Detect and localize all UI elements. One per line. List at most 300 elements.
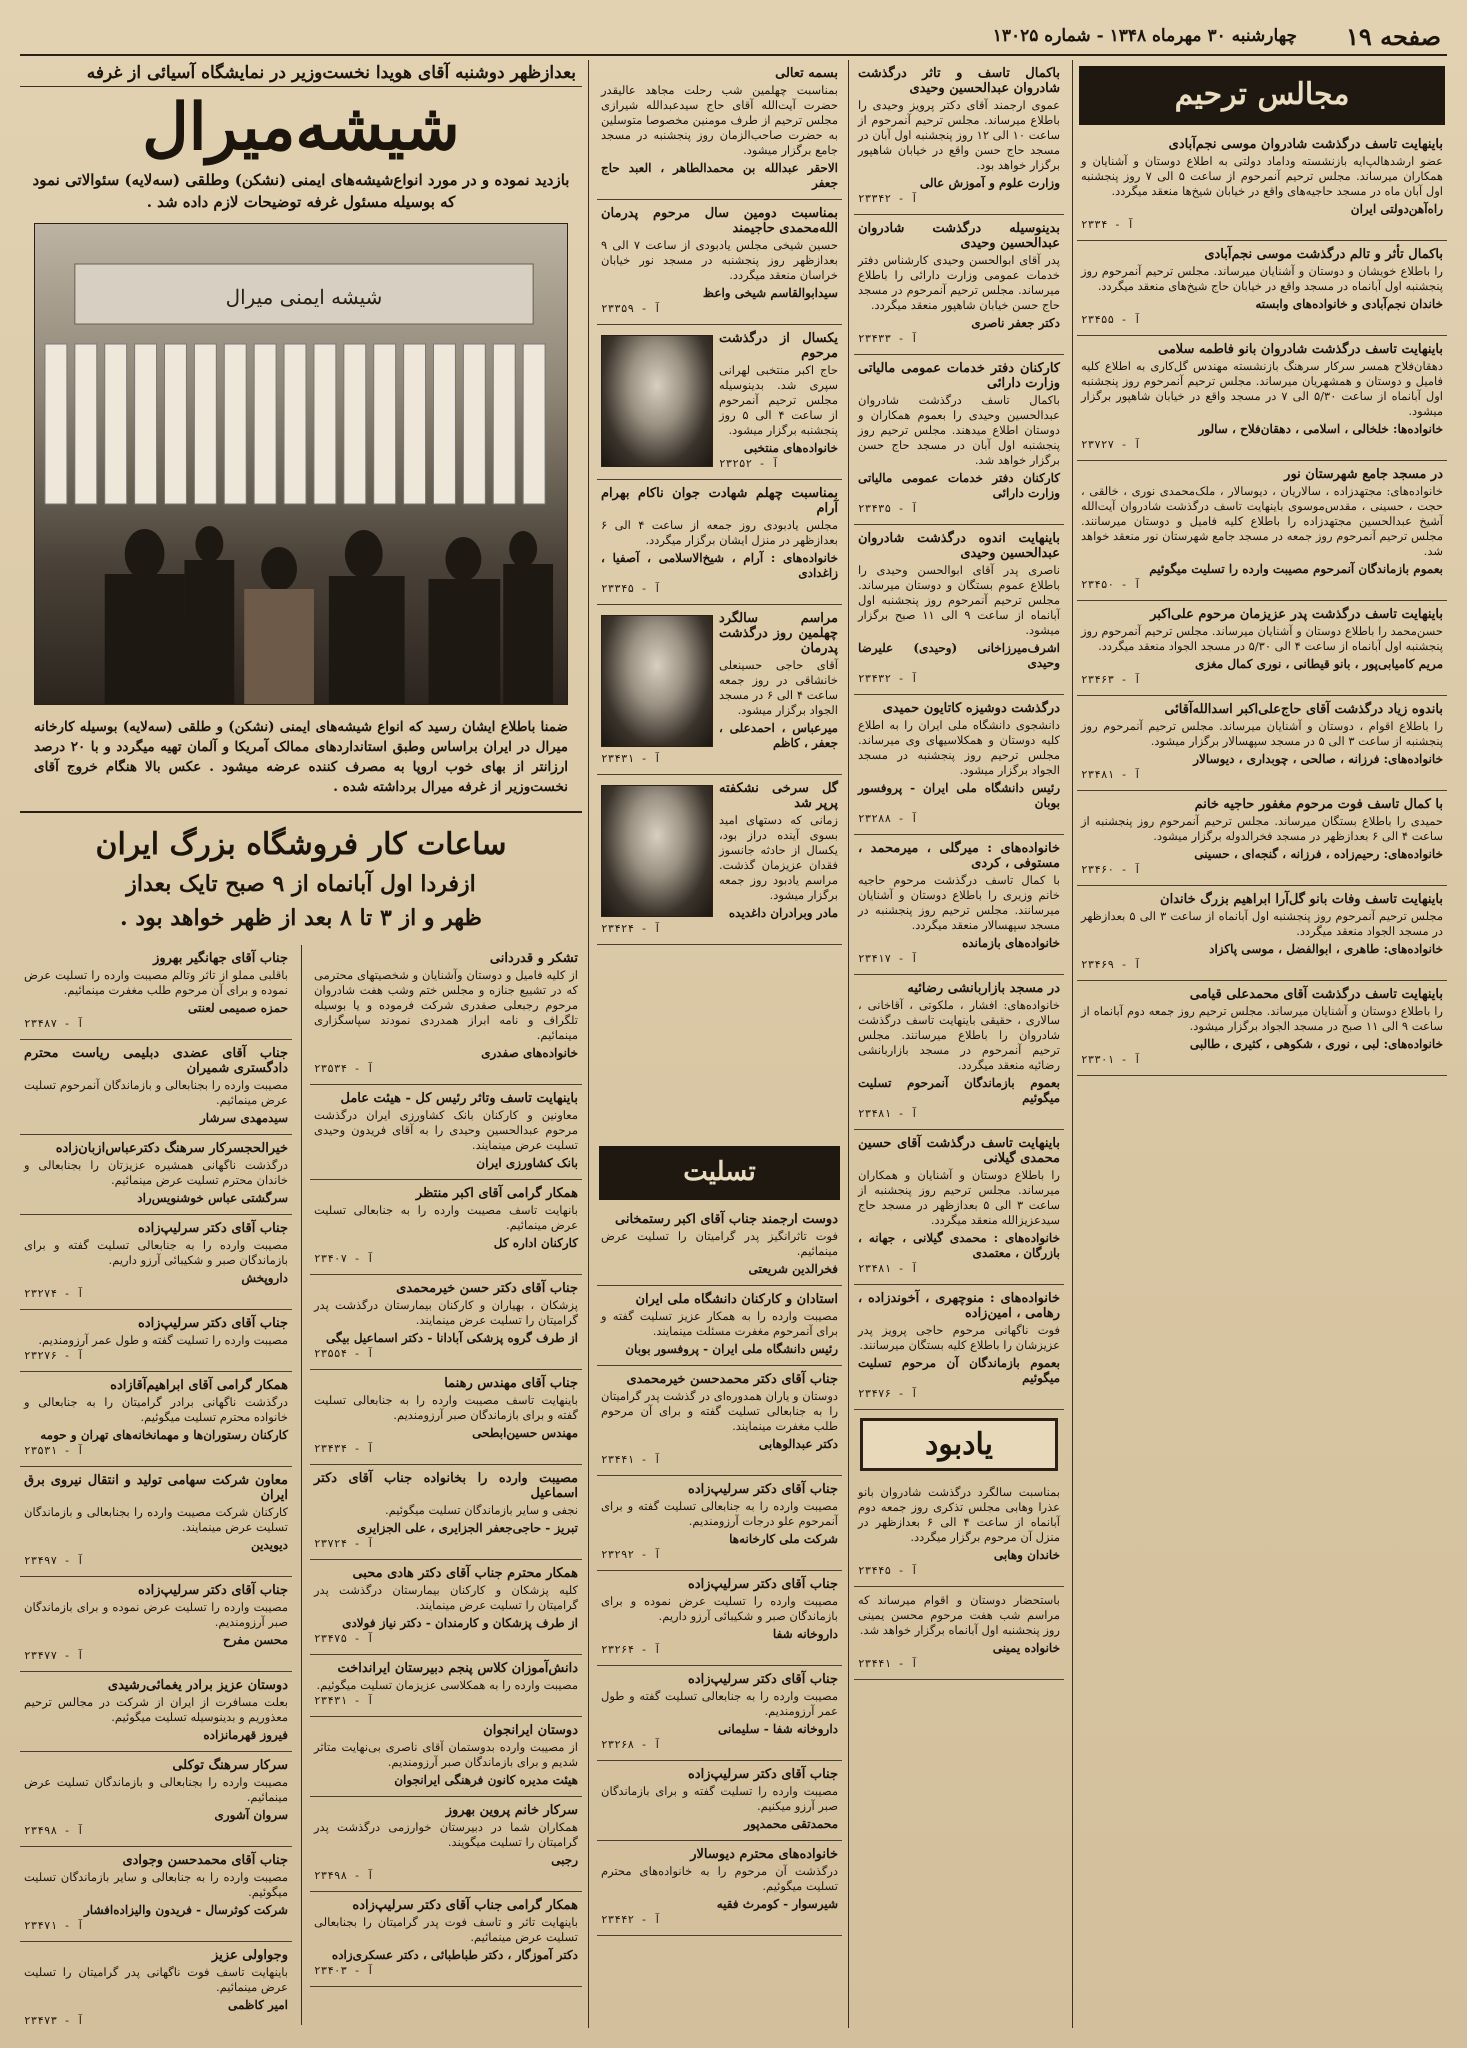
notice-signature: هیئت مدیره کانون فرهنگی ایرانجوان (394, 1773, 578, 1787)
hours-line: ازفردا اول آبانماه از ۹ صبح تایک بعداز (126, 871, 476, 897)
notice-body: مجلس ترحیم آنمرحوم روز پنجشنبه اول آبانماه از ساعت ۳ الی ۵ بعدازظهر در مسجد الجواد منعقد میگردد. (1081, 909, 1443, 938)
notice-heading: دانش‌آموزان کلاس پنجم دبیرستان ایرانداخت (337, 1661, 578, 1676)
notice-heading: دوست ارجمند جناب آقای اکبر رستمخانی (615, 1212, 838, 1227)
notice-code: ۲۳۴۷۷ - آ (24, 1649, 84, 1662)
notice (1077, 336, 1447, 461)
notice-body: درگذشت ناگهانی همشیره عزیزتان را بجنابعالی و خاندان محترم تسلیت عرض مینمائیم. (24, 1158, 288, 1187)
notice-heading: همکار گرامی آقای ابراهیم‌آقازاده (110, 1378, 288, 1393)
notice-heading: همکار محترم جناب آقای دکتر هادی محبی (352, 1566, 578, 1581)
notice-heading: باینهایت تاسف درگذشت پدر عزیزمان مرحوم علی‌اکبر (1150, 607, 1443, 622)
notice-body: زمانی که دستهای امید بسوی آینده دراز بود، یکسال از حادثه جانسوز فقدان عزیزمان گذشت. مراسم یادبود روز جمعه برگزار میشود. (719, 813, 838, 902)
notice-signature: رئیس دانشگاه ملی ایران - پروفسور بوبان (625, 1342, 838, 1356)
notice (854, 695, 1064, 835)
column-notices-3 (597, 60, 842, 1130)
notice (597, 605, 842, 775)
notice-signature: داروخانه شفا (772, 1627, 838, 1641)
notice (1077, 461, 1447, 601)
story-headline: بعدازظهر دوشنبه آقای هویدا نخست‌وزیر در نمایشگاه آسیائی از غرفه (20, 60, 582, 87)
hours-line (30, 935, 572, 940)
notice-signature: دکتر عبدالوهابی (758, 1437, 838, 1451)
notice-heading: سرکار خانم پروین بهروز (445, 1803, 578, 1818)
notice-signature: خانواده‌های : آرام ، شیخ‌الاسلامی ، آصفیا ، زاغدادی (601, 551, 838, 580)
notice (854, 1587, 1064, 1680)
notice-code: ۲۳۲۶۸ - آ (601, 1738, 661, 1751)
notice-signature: خانواده‌های: رحیم‌زاده ، فرزانه ، گنجه‌ای ، حسینی (1194, 847, 1443, 861)
notice-heading: سرکار سرهنگ توکلی (172, 1758, 288, 1773)
notice-body: مصیبت وارده را به جنابعالی تسلیت گفته و طول عمر آرزومندیم. (601, 1689, 838, 1718)
notice-body: مصیبت وارده را به همکلاسی عزیزمان تسلیت میگوئیم. (316, 1678, 578, 1692)
notice-body: پدر آقای ابوالحسن وحیدی کارشناس دفتر خدمات عمومی وزارت دارائی را باطلاع میرساند. مجلس ترحیم آنمرحوم در مسجد حاج حسن خیابان شاهپور منعقد میگردد. (858, 253, 1060, 312)
notice-heading: جناب آقای دکتر سرلیپ‌زاده (688, 1577, 838, 1592)
section-banner-yadbood: یادبود (860, 1418, 1058, 1471)
notice-signature: شیرسوار - کومرث فقیه (716, 1897, 838, 1911)
notice-body: باینهایت تاثر و تاسف فوت پدر گرامیتان را بجنابعالی تسلیت عرض مینمائیم. (314, 1915, 578, 1944)
notice-code: ۲۳۲۷۴ - آ (24, 1287, 84, 1300)
notice (310, 945, 582, 1085)
notice-signature: خاندان نجم‌آبادی و خانواده‌های وابسته (1255, 297, 1443, 311)
notice-body: باینهایت تاسف فوت ناگهانی پدر گرامیتان را تسلیت عرض مینمائیم. (24, 1965, 288, 1994)
notice (597, 1841, 842, 1936)
notice-code: ۲۳۴۹۸ - آ (24, 1824, 84, 1837)
notice-signature: شرکت کوثرسال - فریدون والیزاده‌افشار (84, 1903, 288, 1917)
notice (854, 1130, 1064, 1285)
notice-list (1077, 131, 1447, 1076)
notice (597, 60, 842, 200)
notice-signature: بعموم بازماندگان آنمرحوم مصیبت وارده را تسلیت میگوئیم (1149, 562, 1443, 576)
notice-body: بمناسبت سالگرد درگذشت شادروان بانو عذرا وهابی مجلس تذکری روز جمعه دوم آبانماه از ساعت ۴ الی ۶ بعدازظهر در منزل آن مرحوم برگزار میگردد. (858, 1485, 1060, 1544)
notice (597, 1666, 842, 1761)
notice-body: مصیبت وارده را به جنابعالی تسلیت گفته و برای بازماندگان صبر و شکیبائی آرزو داریم. (24, 1238, 288, 1267)
notice-heading: جناب آقای دکتر سرلیپ‌زاده (688, 1672, 838, 1687)
notice (310, 1560, 582, 1655)
notice-code: ۲۳۷۲۴ - آ (314, 1537, 374, 1550)
notice-heading: تشکر و قدردانی (489, 951, 578, 966)
notice-code: ۲۳۴۲۴ - آ (601, 922, 661, 935)
notice-heading: دوستان ایرانجوان (483, 1723, 578, 1738)
notice (20, 1577, 292, 1672)
notice-heading: باندوه زیاد درگذشت آقای حاج‌علی‌اکبر اسدالله‌آقائی (1164, 702, 1443, 717)
notice (20, 1040, 292, 1135)
notice-signature: داروخانه شفا - سلیمانی (718, 1722, 838, 1736)
story-subtitle: بازدید نموده و در مورد انواع‌شیشه‌های ایمنی (نشکن) وطلقی (سه‌لایه) سئوالاتی نمود که بوسیله مسئول غرفه توضیحات لازم داده شد . (32, 171, 570, 211)
notice-heading: خانواده‌های : منوچهری ، آخوندزاده ، رهامی ، امین‌زاده (858, 1291, 1060, 1321)
notice-code: ۲۳۴۳۴ - آ (314, 1442, 374, 1455)
notice-heading: بمناسبت دومین سال مرحوم پدرمان الله‌محمدی حاجیمند (601, 206, 838, 236)
notice (1077, 131, 1447, 241)
notice (310, 1655, 582, 1717)
notice-body: فوت تاثرانگیز پدر گرامیتان را تسلیت عرض مینمائیم. (601, 1229, 838, 1258)
notice-code: ۲۳۳۴۵ - آ (601, 582, 661, 595)
notice-signature: اشرف‌میرزاخانی (وحیدی) علیرضا وحیدی (858, 641, 1060, 670)
notice-heading: باینهایت تاسف وفات بانو گل‌آرا ابراهیم بزرگ خاندان (1160, 892, 1443, 907)
notice (1077, 241, 1447, 336)
notice-body: درگذشت ناگهانی برادر گرامیتان را به جنابعالی و خانواده محترم تسلیت میگوئیم. (24, 1395, 288, 1424)
portrait-photo (601, 615, 713, 747)
notice (1077, 601, 1447, 696)
notice-body: مجلس یادبودی روز جمعه از ساعت ۴ الی ۶ بعدازظهر در منزل ایشان برگزار میگردد. (601, 518, 838, 547)
notice (20, 1672, 292, 1752)
notice-signature: میرعباس ، احمدعلی ، جعفر ، کاظم (719, 721, 838, 750)
notice-signature: خانواده‌های صفدری (481, 1046, 578, 1060)
notice-code: ۲۳۴۸۱ - آ (1081, 768, 1141, 781)
notice (597, 1571, 842, 1666)
notice-signature: بعموم بازماندگان آن مرحوم تسلیت میگوئیم (858, 1356, 1060, 1385)
notice-code: ۲۳۴۳۲ - آ (858, 672, 918, 685)
notice-code: ۲۳۴۹۸ - آ (314, 1869, 374, 1882)
notice-heading: باینهایت تاسف درگذشت شادروان بانو فاطمه سلامی (1157, 342, 1443, 357)
notice (310, 1892, 582, 1987)
notice-signature: کارکنان دفتر خدمات عمومی مالیاتی وزارت دارائی (858, 471, 1060, 500)
notice-body: حسین شیخی مجلس یادبودی از ساعت ۷ الی ۹ بعدازظهر روز پنجشنبه در مسجد نور خیابان خراسان منعقد میگردد. (601, 238, 838, 282)
notice (310, 1370, 582, 1465)
notice-heading: همکار گرامی جناب آقای دکتر سرلیپ‌زاده (352, 1898, 578, 1913)
column-tasliyat (597, 1140, 842, 2025)
store-hours-ad (20, 811, 582, 940)
notice (310, 1797, 582, 1892)
notice-code: ۲۳۲۶۴ - آ (601, 1643, 661, 1656)
notice-signature: تبریز - حاجی‌جعفر الجزایری ، علی الجزایری (356, 1521, 578, 1535)
notice-code: ۲۳۴۱۷ - آ (858, 952, 918, 965)
notice-list (854, 60, 1064, 1410)
notice-heading: مراسم سالگرد چهلمین روز درگذشت پدرمان (719, 611, 838, 656)
notice-signature: دکتر جعفر ناصری (971, 316, 1060, 330)
notice-list (597, 1206, 842, 1936)
notice-heading: مصیبت وارده را بخانواده جناب آقای دکتر اسماعیل (314, 1471, 578, 1501)
notice-body: باستحضار دوستان و اقوام میرساند که مراسم شب هفت مرحوم محسن یمینی روز پنجشنبه اول آبانماه برگزار خواهد شد. (858, 1593, 1060, 1637)
notice-code: ۲۳۲۹۲ - آ (601, 1548, 661, 1561)
column-condolences (20, 945, 582, 2025)
notice-signature: مادر وبرادران داغدیده (728, 906, 838, 920)
notice-code: ۲۳۴۸۷ - آ (24, 1017, 84, 1030)
notice-body: بعلت مسافرت از ایران از شرکت در مجالس ترحیم معذوریم و بدینوسیله تسلیت میگوئیم. (24, 1695, 288, 1724)
notice (854, 1285, 1064, 1410)
notice-code: ۲۳۴۸۱ - آ (858, 1262, 918, 1275)
notice-body: مصیبت وارده را به جنابعالی و سایر بازماندگان تسلیت میگوئیم. (24, 1870, 288, 1899)
column-rule (848, 60, 849, 2028)
notice-body: دانشجوی دانشگاه ملی ایران را به اطلاع کلیه دوستان و همکلاسیهای وی میرساند. مجلس ترحیم روز پنجشنبه در مسجد الجواد برگزار میشود. (858, 718, 1060, 777)
notice-heading: جناب آقای دکتر سرلیپ‌زاده (688, 1767, 838, 1782)
notice-signature: از طرف پزشکان و کارمندان - دکتر نیاز فولادی (342, 1616, 578, 1630)
notice-heading: خانواده‌های محترم دیوسالار (690, 1847, 838, 1862)
hours-title: ساعات کار فروشگاه بزرگ ایران (95, 827, 507, 862)
notice-heading: باکمال تأثر و تالم درگذشت موسی نجم‌آبادی (1204, 247, 1443, 262)
column-obituaries (1077, 60, 1447, 2028)
notice-signature: فیروز قهرمانزاده (203, 1728, 288, 1742)
notice-body: عضو ارشدهالپ‌ایه بازنشسته وداماد دولتی به اطلاع دوستان و آشنایان و همکاران میرساند. مجلس ترحیم آنمرحوم از ساعت ۵ الی ۷ روز پنجشنبه اول آبان ماه در مسجد حاجیه‌های واقع در خیابان شیخ‌ها منعقد میگردد. (1081, 154, 1443, 198)
notice-signature: وزارت علوم و آموزش عالی (919, 176, 1060, 190)
notice-code: ۲۳۴۴۵ - آ (858, 1564, 918, 1577)
notice-body: مصیبت وارده را تسلیت گفته و برای بازماندگان صبر آرزو میکنیم. (601, 1784, 838, 1813)
portrait-photo (601, 335, 713, 467)
notice (597, 775, 842, 945)
notice-signature: مریم کامیابی‌پور ، بانو قیطانی ، نوری کمال مغزی (1194, 657, 1443, 671)
notice (1077, 981, 1447, 1076)
notice (20, 945, 292, 1040)
notice-code: ۲۳۴۶۹ - آ (1081, 958, 1141, 971)
notice-code: ۲۳۴۴۱ - آ (601, 1453, 661, 1466)
notice-body: بانهایت تاسف مصیبت وارده را به جنابعالی تسلیت عرض مینمائیم. (314, 1203, 578, 1232)
notice-body: خانواده‌های: افشار ، ملکوتی ، آقاخانی ، سالاری ، حقیقی باینهایت تاسف درگذشت شادروان را باطلاع میرسانند. مجلس ترحیم آنمرحوم در مسجد بازاربانشی رضائیه منعقد میگردد. (858, 998, 1060, 1072)
notice (597, 200, 842, 325)
notice-code: ۲۳۴۶۳ - آ (1081, 673, 1141, 686)
notice (1077, 886, 1447, 981)
notice (310, 1275, 582, 1370)
notice-body: از مصیبت وارده بدوستمان آقای ناصری بی‌نهایت متاثر شدیم و برای بازماندگان صبر آرزومندیم. (314, 1740, 578, 1769)
notice-signature: از طرف گروه پزشکی آبادانا - دکتر اسماعیل بیگی (326, 1331, 578, 1345)
notice-body: مصیبت وارده را تسلیت گفته و طول عمر آرزومندیم. (38, 1333, 288, 1347)
notice-code: ۲۳۴۵۰ - آ (1081, 578, 1141, 591)
notice-signature: خانواده‌ها: خلخالی ، اسلامی ، دهقان‌فلاح ، سالور (1198, 422, 1443, 436)
notice-body: همکاران شما در دبیرستان خوارزمی درگذشت پدر گرامیتان را تسلیت میگویند. (314, 1820, 578, 1849)
photo-illustration (35, 224, 567, 704)
notice-code: ۲۳۴۴۱ - آ (858, 1657, 918, 1670)
notice-body: باقلبی مملو از تاثر وتالم مصیبت وارده را تسلیت عرض نموده و برای آن مرحوم طلب مغفرت مینمائیم. (24, 968, 288, 997)
notice (20, 1310, 292, 1372)
notice-heading: باکمال تاسف و تاثر درگذشت شادروان عبدالحسین وحیدی (858, 66, 1060, 96)
notice-signature: خانواده‌های منتخبی (743, 441, 838, 455)
notice-signature: فخرالدین شریعتی (748, 1262, 838, 1276)
notice (597, 1366, 842, 1476)
notice-signature: راه‌آهن‌دولتی ایران (1350, 202, 1443, 216)
notice-code: ۲۳۵۳۴ - آ (314, 1062, 374, 1075)
notice (854, 525, 1064, 695)
notice-heading: باینهایت تاسف درگذشت آقای محمدعلی قیامی (1189, 987, 1443, 1002)
notice-code: ۲۳۴۸۱ - آ (858, 1107, 918, 1120)
notice-code: ۲۳۷۲۷ - آ (1081, 438, 1141, 451)
notice (597, 1476, 842, 1571)
notice-body: معاونین و کارکنان بانک کشاورزی ایران درگذشت مرحوم عبدالحسین وحیدی را به آقای فریدون وحیدی تسلیت عرض مینمایند. (314, 1108, 578, 1152)
notice-code: ۲۳۴۳۵ - آ (858, 502, 918, 515)
notice-heading: باینهایت اندوه درگذشت شادروان عبدالحسین وحیدی (858, 531, 1060, 561)
notice-code: ۲۳۴۷۶ - آ (858, 1387, 918, 1400)
notice-body: بمناسبت چهلمین شب رحلت مجاهد عالیقدر حضرت آیت‌الله آقای حاج سیدعبدالله شیرازی مجلس ترحیم از طرف مومنین مخصوصا متوسلین به حضرت صاحب‌الزمان روز پنجشنبه در مسجد جامع برگزار میشود. (601, 83, 838, 157)
notice-signature: خانواده‌های : محمدی گیلانی ، جهانه ، بازرگان ، معتمدی (858, 1231, 1060, 1260)
notice-code: ۲۳۴۷۳ - آ (24, 2014, 84, 2025)
notice-body: نجفی و سایر بازماندگان تسلیت میگوئیم. (384, 1503, 578, 1517)
notice-heading: بسمه تعالی (775, 66, 838, 81)
notice-heading: گل سرخی نشکفته پرپر شد (719, 781, 838, 811)
notice-code: ۲۳۴۰۳ - آ (314, 1964, 374, 1977)
notice-heading: باینهایت تاسف درگذشت شادروان موسی نجم‌آبادی (1168, 137, 1443, 152)
notice-body: را باطلاع دوستان و آشنایان و همکاران میرساند. مجلس ترحیم روز پنجشنبه از ساعت ۳ الی ۵ بعدازظهر در مسجد حاج سیدعزیزالله منعقد میگردد. (858, 1168, 1061, 1227)
notice-code: ۲۳۴۳۱ - آ (314, 1694, 374, 1707)
notice (310, 1180, 582, 1275)
notice (854, 1479, 1064, 1587)
notice (854, 975, 1064, 1130)
notice-body: کارکنان شرکت مصیبت وارده را بجنابعالی و بازماندگان تسلیت عرض مینمایند. (24, 1505, 288, 1534)
notice (854, 355, 1064, 525)
notice (854, 60, 1064, 215)
notice-heading: باینهایت تاسف درگذشت آقای حسین محمدی گیلانی (858, 1136, 1060, 1166)
notice-signature: سیدمهدی سرشار (200, 1111, 288, 1125)
story-title: شیشه‌میرال (142, 90, 460, 165)
news-story-miral (20, 60, 582, 940)
notice-body: را باطلاع اقوام ، دوستان و آشنایان میرساند. مجلس ترحیم آنمرحوم روز پنجشنبه از ساعت ۳ الی ۵ در مسجد سپهسالار برگزار میشود. (1081, 719, 1443, 748)
notice-signature: الاحقر عبدالله بن محمدالطاهر ، العبد حاج جعفر (601, 161, 838, 190)
portrait-photo (601, 785, 713, 917)
notice (597, 1761, 842, 1841)
notice (310, 1465, 582, 1560)
notice-heading: جناب آقای دکتر محمدحسن خیرمحمدی (626, 1372, 838, 1387)
notice-body: را باطلاع دوستان و آشنایان میرساند. مجلس ترحیم روز جمعه دوم آبانماه از ساعت ۹ الی ۱۱ صبح در مسجد الجواد برگزار میشود. (1081, 1004, 1443, 1033)
column-rule (301, 945, 302, 2025)
notice-code: ۲۳۳۴ - آ (1081, 218, 1134, 231)
notice-heading: درگذشت دوشیزه کاتایون حمیدی (882, 701, 1060, 716)
notice-code: ۲۳۲۸۸ - آ (858, 812, 918, 825)
notice (597, 325, 842, 480)
section-banner-majales-tarhim: مجالس ترحیم (1079, 66, 1445, 125)
notice-signature: بانک کشاورزی ایران (476, 1156, 578, 1170)
notice-signature: رئیس دانشگاه ملی ایران - پروفسور بوبان (858, 781, 1060, 810)
notice (597, 1286, 842, 1366)
notice-body: را باطلاع خویشان و دوستان و آشنایان میرساند. مجلس ترحیم آنمرحوم روز پنجشنبه اول آبانماه در مسجد واقع در خیابان حاج شیخ‌های منعقد میگردد. (1081, 264, 1443, 293)
notice-signature: رجبی (551, 1853, 578, 1867)
notice-heading: معاون شرکت سهامی تولید و انتقال نیروی برق ایران (24, 1473, 288, 1503)
notice-list-right (310, 945, 582, 2025)
notice-signature: دیویدین (251, 1538, 288, 1552)
notice-signature: داروپخش (241, 1271, 288, 1285)
notice-code: ۲۳۳۰۱ - آ (1081, 1053, 1141, 1066)
notice-heading: کارکنان دفتر خدمات عمومی مالیاتی وزارت دارائی (858, 361, 1060, 391)
notice (597, 1206, 842, 1286)
notice-heading: جناب آقای دکتر سرلیپ‌زاده (688, 1482, 838, 1497)
notice-body: مصیبت وارده را به همکار عزیز تسلیت گفته و برای آنمرحوم مغفرت مسئلت مینمایند. (601, 1309, 838, 1338)
notice-body: باکمال تاسف درگذشت شادروان عبدالحسین وحیدی را بعموم همکاران و دوستان اطلاع میدهند. مجلس ترحیم روز پنجشنبه اول آبان در مسجد حاج حسن برگزار خواهد شد. (858, 393, 1060, 467)
notice-code: ۲۳۳۵۹ - آ (601, 302, 661, 315)
notice-code: ۲۳۵۵۴ - آ (314, 1347, 374, 1360)
notice-body: مصیبت وارده را تسلیت عرض نموده و برای بازماندگان صبر آرزومندیم. (24, 1600, 288, 1629)
notice-signature: دکتر آموزگار ، دکتر طباطبائی ، دکتر عسکری‌زاده (331, 1948, 578, 1962)
notice-body: پزشکان ، بهیاران و کارکنان بیمارستان درگذشت پدر گرامیتان را تسلیت عرض مینمایند. (314, 1298, 578, 1327)
photo-caption: ضمنا باطلاع ایشان رسید که انواع شیشه‌های ایمنی (نشکن) و طلقی (سه‌لایه) بوسیله کارخانه میرال در ایران براساس وطبق استانداردهای ممالک آمریکا و آلمان تهیه میگردد و با ۲۰ درصد ارزانتر از بهای خوب اروپا به مصرف کننده عرضه میشود . عکس بالا هنگام خروج آقای نخست‌وزیر از غرفه میرال برداشته شده . (34, 719, 568, 795)
notice-heading: باینهایت تاسف وتاثر رئیس کل - هیئت عامل (340, 1091, 578, 1106)
notice (20, 1752, 292, 1847)
notice (20, 1215, 292, 1310)
notice-heading: جناب آقای جهانگیر بهروز (153, 951, 288, 966)
notice-code: ۲۳۴۳۱ - آ (601, 752, 661, 765)
notice (310, 1085, 582, 1180)
notice (20, 1847, 292, 1942)
notice-list (597, 60, 842, 945)
page-number: صفحه ۱۹ (1345, 22, 1441, 51)
notice-heading: جناب آقای دکتر سرلیپ‌زاده (138, 1221, 288, 1236)
notice-code: ۲۳۴۵۵ - آ (1081, 313, 1141, 326)
notice (854, 215, 1064, 355)
notice (597, 480, 842, 605)
notice-body: مصیبت وارده را تسلیت عرض نموده و برای بازماندگان صبر و شکیبائی آرزو داریم. (601, 1594, 838, 1623)
notice-signature: شرکت ملی کارخانه‌ها (729, 1532, 838, 1546)
notice-code: ۲۳۴۹۷ - آ (24, 1554, 84, 1567)
notice-body: مصیبت وارده را بجنابعالی و بازماندگان تسلیت عرض مینمائیم. (24, 1775, 288, 1804)
column-notices-2 (854, 60, 1064, 2028)
notice-signature: کارکنان اداره کل (493, 1236, 578, 1250)
notice-body: دهقان‌فلاح همسر سرکار سرهنگ بازنشسته مهندس گل‌کاری به اطلاع کلیه فامیل و دوستان و همشهریان میرساند. مجلس ترحیم آنمرحوم روز پنجشنبه اول آبانماه از ساعت ۵/۳۰ الی ۷ در مسجد واقع در خیابان شاهپور برگزار میشود. (1081, 359, 1443, 418)
notice-body: عموی ارجمند آقای دکتر پرویز وحیدی را باطلاع میرساند. مجلس ترحیم آنمرحوم از ساعت ۱۰ الی ۱۲ روز پنجشنبه اول آبان در مسجد حاج حسن واقع در خیابان شاهپور برگزار خواهد بود. (858, 98, 1060, 172)
notice-body: حسن‌محمد را باطلاع دوستان و آشنایان میرساند. مجلس ترحیم آنمرحوم روز پنجشنبه اول آبانماه از ساعت ۴ الی ۵/۳۰ در مسجد الجواد منعقد میگردد. (1081, 624, 1443, 653)
notice-heading: با کمال تاسف فوت مرحوم مغفور حاجیه خانم (1194, 797, 1443, 812)
masthead (20, 18, 1447, 56)
notice-signature: محسن مفرح (222, 1633, 288, 1647)
notice-signature: سیدابوالقاسم شیخی واعظ (702, 286, 838, 300)
notice-body: خانواده‌های: مجتهدزاده ، سالاریان ، دیوسالار ، ملک‌محمدی نوری ، خالقی ، حجت ، حسینی ، مقدس‌موسوی باینهایت تاسف درگذشت شادروان آیت‌الله آشیخ عبدالحسین مجتهدزاده را باطلاع کلیه فامیل و دوستان میرسانند. مجلس ترحیم آنمرحوم روز جمعه در مسجد جامع شهرستان نور منعقد خواهد شد. (1081, 484, 1443, 558)
notice-signature: کارکنان رستوران‌ها و مهمانخانه‌های تهران و حومه (40, 1428, 288, 1442)
column-rule (1072, 60, 1073, 2028)
notice-heading: جناب آقای مهندس رهنما (444, 1376, 578, 1391)
notice-body: با کمال تاسف درگذشت مرحوم حاجیه خانم وزیری را باطلاع دوستان و آشنایان میرسانند. مجلس ترحیم روز پنجشنبه در مسجد سپهسالار منعقد میگردد. (858, 873, 1060, 932)
notice-signature: خانواده‌های: لبی ، نوری ، شکوهی ، کثیری ، طالبی (1189, 1037, 1443, 1051)
notice-signature: مهندس حسین‌ابطحی (472, 1426, 578, 1440)
notice-signature: محمدتقی محمدپور (744, 1817, 838, 1831)
notice-signature: حمزه صمیمی لعنتی (188, 1001, 288, 1015)
notice-heading: استادان و کارکنان دانشگاه ملی ایران (635, 1292, 838, 1307)
notice (1077, 791, 1447, 886)
notice-code: ۲۳۲۵۲ - آ (719, 457, 779, 470)
notice-body: حمیدی را باطلاع بستگان میرساند. مجلس ترحیم آنمرحوم روز پنجشنبه از ساعت ۴ الی ۶ بعدازظهر در مسجد فخرالدوله برگزار میشود. (1081, 814, 1443, 843)
issue-date: چهارشنبه ۳۰ مهرماه ۱۳۴۸ - شماره ۱۳۰۲۵ (992, 26, 1297, 46)
photo-sign-text: شیشه ایمنی میرال (225, 284, 383, 310)
notice-code: ۲۳۵۳۱ - آ (24, 1444, 84, 1457)
notice-body: درگذشت آن مرحوم را به خانواده‌های محترم تسلیت میگوئیم. (601, 1864, 838, 1893)
notice-heading: جناب آقای دکتر حسن خیرمحمدی (396, 1281, 578, 1296)
notice-heading: در مسجد بازاربانشی رضائیه (907, 981, 1060, 996)
notice-heading: در مسجد جامع شهرستان نور (1284, 467, 1443, 482)
notice (1077, 696, 1447, 791)
notice-code: ۲۳۴۴۲ - آ (601, 1913, 661, 1926)
notice-body: مصیبت وارده را به جنابعالی تسلیت گفته و برای آنمرحوم علو درجات آرزومندیم. (601, 1499, 838, 1528)
notice (20, 1467, 292, 1577)
section-banner-tasliyat: تسلیت (599, 1146, 840, 1200)
notice-body: ناصری پدر آقای ابوالحسن وحیدی را باطلاع عموم بستگان و دوستان میرساند. مجلس ترحیم آنمرحوم روز پنجشنبه اول آبانماه از ساعت ۹ الی ۱۱ صبح برگزار میشود. (858, 563, 1060, 637)
notice-signature: خانواده‌های: طاهری ، ابوالفضل ، موسی پاکزاد (1209, 942, 1443, 956)
notice-body: مصیبت وارده را بجنابعالی و بازماندگان آنمرحوم تسلیت عرض مینمائیم. (24, 1078, 288, 1107)
notice-heading: جناب آقای دکتر سرلیپ‌زاده (138, 1316, 288, 1331)
notice-signature: سرگشتی عباس خوشنویس‌راد (137, 1191, 288, 1205)
notice-signature: خاندان وهابی (993, 1548, 1060, 1562)
notice-code: ۲۳۲۷۶ - آ (24, 1349, 84, 1362)
notice-heading: همکار گرامی آقای اکبر منتظر (415, 1186, 578, 1201)
notice-code: ۲۳۴۷۵ - آ (314, 1632, 374, 1645)
yadbood-list (854, 1479, 1064, 1680)
notice-signature: خانواده یمینی (992, 1641, 1060, 1655)
notice-list-left (20, 945, 292, 2025)
notice-heading: خیرالحجسرکار سرهنگ دکترعباس‌ازبان‌زاده (55, 1141, 288, 1156)
notice-signature: امیر کاظمی (227, 1998, 288, 2012)
notice-heading: جناب آقای عضدی دبلیمی ریاست محترم دادگستری شمیران (24, 1046, 288, 1076)
notice-code: ۲۳۴۷۱ - آ (24, 1919, 84, 1932)
notice-code: ۲۳۴۳۳ - آ (858, 332, 918, 345)
notice (20, 1942, 292, 2025)
notice-signature: بعموم بازماندگان آنمرحوم تسلیت میگوئیم (858, 1076, 1060, 1105)
notice (20, 1372, 292, 1467)
notice-heading: وجواولی عزیز (212, 1948, 288, 1963)
notice-heading: جناب آقای دکتر سرلیپ‌زاده (138, 1583, 288, 1598)
notice (310, 1717, 582, 1797)
notice-signature: خانواده‌های بازمانده (962, 936, 1060, 950)
notice-body: فوت ناگهانی مرحوم حاجی پرویز پدر عزیزشان را باطلاع کلیه بستگان میرسانند. (858, 1323, 1060, 1352)
notice-code: ۲۳۳۴۲ - آ (858, 192, 918, 205)
notice-body: باینهایت تاسف مصیبت وارده را به جنابعالی تسلیت گفته و برای بازماندگان صبر آرزومندیم. (314, 1393, 578, 1422)
notice-signature: خانواده‌های: فرزانه ، صالحی ، چوبداری ، دیوسالار (1193, 752, 1443, 766)
column-rule (588, 60, 589, 2028)
notice-body: کلیه پزشکان و کارکنان بیمارستان درگذشت پدر گرامیتان را تسلیت عرض مینمایند. (314, 1583, 578, 1612)
notice-code: ۲۳۴۶۰ - آ (1081, 863, 1141, 876)
news-photo (34, 223, 568, 705)
notice-heading: خانواده‌های : میرگلی ، میرمحمد ، مستوفی ، کردی (858, 841, 1060, 871)
notice-signature: سروان آشوری (214, 1808, 288, 1822)
hours-line: ظهر و از ۳ تا ۸ بعد از ظهر خواهد بود . (120, 905, 482, 931)
notice-heading: یکسال از درگذشت مرحوم (719, 331, 838, 361)
notice-body: حاج اکبر منتخبی لهرانی سپری شد. بدینوسیله مجلس ترحیم آنمرحوم از ساعت ۴ الی ۵ روز پنجشنبه برگزار میشود. (719, 363, 838, 437)
